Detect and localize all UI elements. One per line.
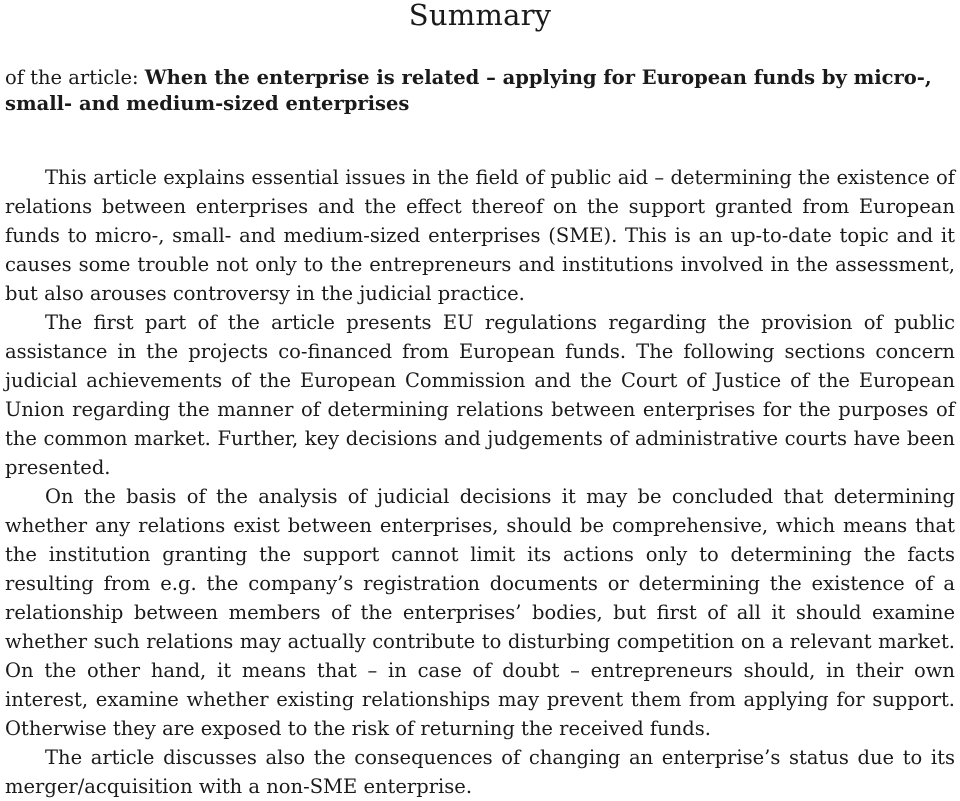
paragraph-3: On the basis of the analysis of judicial decisions it may be concluded that determining whether any relations exist between enterprises, should be comprehensive, which means that the institution granting the support cannot limit its actions only to determining the facts resulting from e.g. the company’s registration documents or determining the existence of a relationship between members of the enterprises’ bodies, but first of all it should examine whether such relations may actually contribute to disturbing competition on a relevant market. On the other hand, it means that – in case of doubt – entrepreneurs should, in their own interest, examine whether existing relationships may prevent them from applying for support. Otherwise they are exposed to the risk of returning the received funds. (5, 485, 955, 740)
paragraph-4: The article discusses also the consequences of changing an enterprise’s status due to its merger/acquisition with a non-SME enterprise. (5, 746, 955, 798)
document-page (5, 0, 955, 801)
summary-body (5, 163, 955, 801)
page-heading: Summary (408, 0, 552, 32)
article-title: When the enterprise is related – applying for European funds by micro-, small- and medium-sized enterprises (5, 66, 932, 115)
paragraph-2: The first part of the article presents EU regulations regarding the provision of public assistance in the projects co-financed from European funds. The following sections concern judicial achievements of the European Commission and the Court of Justice of the European Union regarding the manner of determining relations between enterprises for the purposes of the common market. Further, key decisions and judgements of administrative courts have been presented. (5, 311, 955, 479)
article-prefix: of the article: (5, 66, 145, 89)
paragraph-1: This article explains essential issues in the field of public aid – determining the existence of relations between enterprises and the effect thereof on the support granted from European funds to micro-, small- and medium-sized enterprises (SME). This is an up-to-date topic and it causes some trouble not only to the entrepreneurs and institutions involved in the assessment, but also arouses controversy in the judicial practice. (5, 166, 955, 305)
article-title-line (5, 65, 955, 117)
